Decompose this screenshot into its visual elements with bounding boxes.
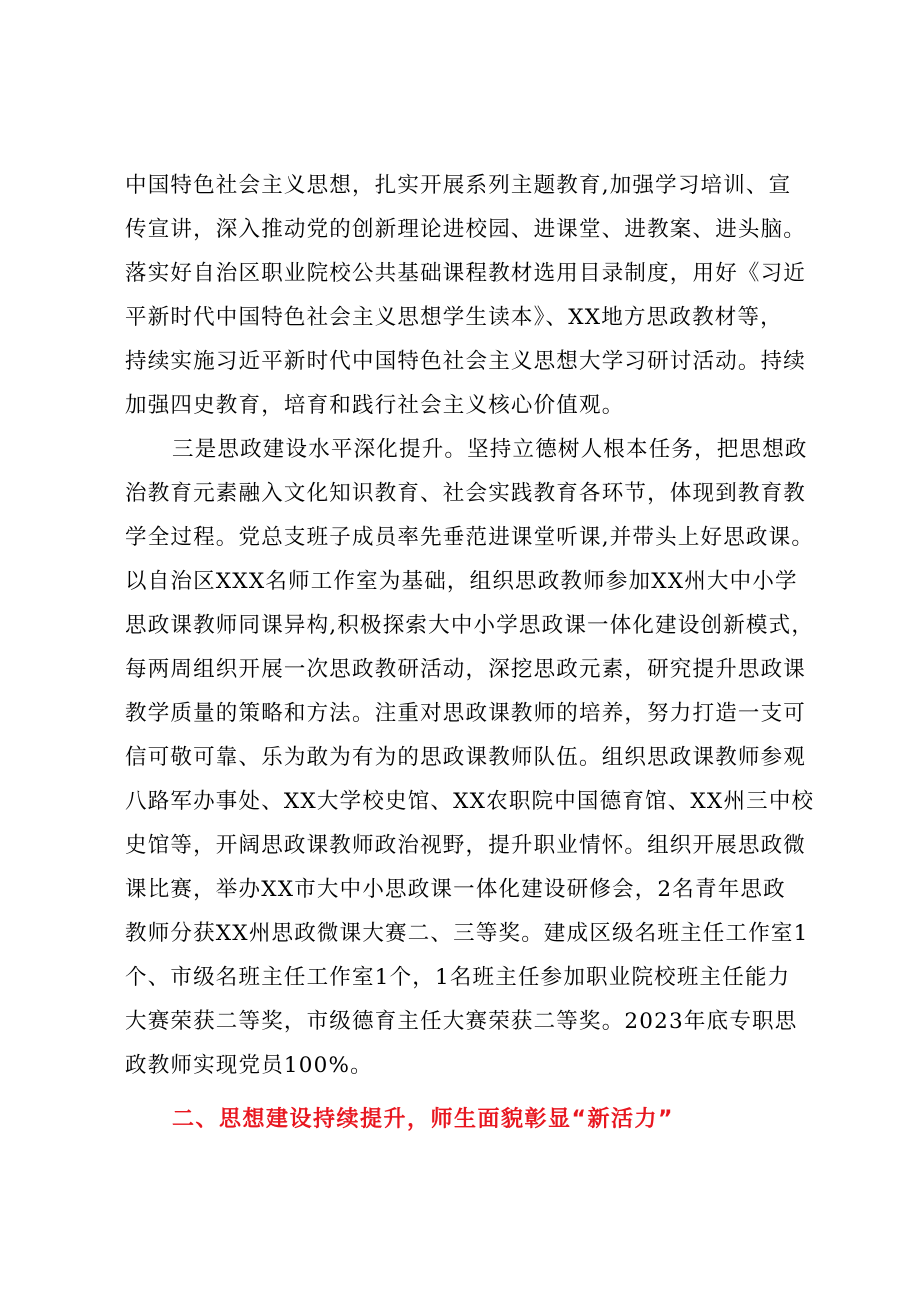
text-line: 传宣讲，深入推动党的创新理论进校园、进课堂、进教案、进头脑。 [125, 217, 807, 242]
text-line: 史馆等，开阔思政课教师政治视野，提升职业情怀。组织开展思政微 [125, 833, 807, 858]
text-line: 大赛荣获二等奖，市级德育主任大赛荣获二等奖。2023年底专职思 [125, 1009, 798, 1034]
text-line: 每两周组织开展一次思政教研活动，深挖思政元素，研究提升思政课 [125, 657, 807, 682]
text-line: 落实好自治区职业院校公共基础课程教材选用目录制度，用好《习近 [125, 261, 807, 286]
text-line: 八路军办事处、XX大学校史馆、XX农职院中国德育馆、XX州三中校 [125, 789, 815, 814]
text-line: 政教师实现党员100%。 [125, 1053, 373, 1078]
paragraph-first-line: 三是思政建设水平深化提升。坚持立德树人根本任务，把思想政 [172, 437, 808, 462]
text-line: 个、市级名班主任工作室1个，1名班主任参加职业院校班主任能力 [125, 965, 791, 990]
text-line: 教师分获XX州思政微课大赛二、三等奖。建成区级名班主任工作室1 [125, 921, 809, 946]
text-line: 以自治区XXX名师工作室为基础，组织思政教师参加XX州大中小学 [125, 569, 798, 594]
text-line: 中国特色社会主义思想，扎实开展系列主题教育,加强学习培训、宣 [125, 173, 792, 198]
text-line: 持续实施习近平新时代中国特色社会主义思想大学习研讨活动。持续 [125, 349, 807, 374]
text-line: 治教育元素融入文化知识教育、社会实践教育各环节，体现到教育教 [125, 481, 807, 506]
text-line: 思政课教师同课异构,积极探索大中小学思政课一体化建设创新模式， [125, 613, 815, 638]
text-line: 平新时代中国特色社会主义思想学生读本》、XX地方思政教材等， [125, 305, 783, 330]
text-line: 学全过程。党总支班子成员率先垂范进课堂听课,并带头上好思政课。 [125, 525, 815, 550]
text-line: 加强四史教育，培育和践行社会主义核心价值观。 [125, 393, 625, 418]
text-line: 教学质量的策略和方法。注重对思政课教师的培养，努力打造一支可 [125, 701, 807, 726]
text-line: 信可敬可靠、乐为敢为有为的思政课教师队伍。组织思政课教师参观 [125, 745, 807, 770]
section-heading: 二、思想建设持续提升，师生面貌彰显“新活力” [172, 1107, 674, 1132]
text-line: 课比赛，举办XX市大中小思政课一体化建设研修会，2名青年思政 [125, 877, 786, 902]
